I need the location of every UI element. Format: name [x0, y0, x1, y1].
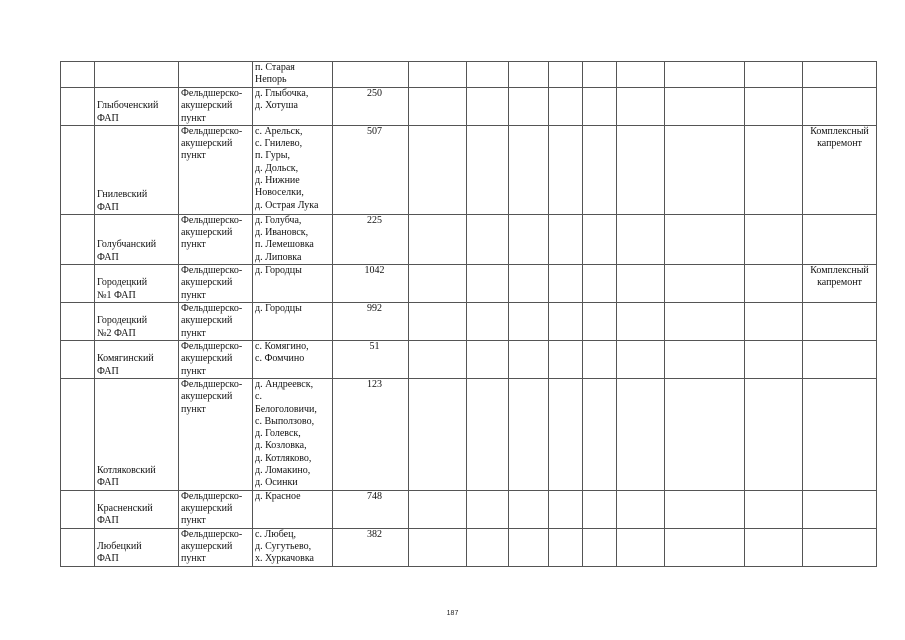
locations-text: п. Старая Непорь	[255, 62, 295, 86]
empty-cell	[617, 490, 665, 528]
empty-cell	[665, 490, 745, 528]
locations-cell	[253, 214, 333, 264]
empty-cell	[409, 378, 467, 490]
empty-cell	[509, 125, 549, 214]
table-row	[61, 88, 877, 126]
facility-type-text: Фельдшерско- акушерский пункт	[181, 378, 243, 415]
empty-cell	[745, 125, 803, 214]
table-row	[61, 265, 877, 303]
row-index-cell	[61, 302, 95, 340]
row-index-cell	[61, 125, 95, 214]
row-index-cell	[61, 340, 95, 378]
facility-name-cell	[95, 125, 179, 214]
empty-cell	[583, 265, 617, 303]
empty-cell	[665, 214, 745, 264]
table-row	[61, 528, 877, 566]
empty-cell	[745, 214, 803, 264]
locations-cell	[253, 125, 333, 214]
locations-cell	[253, 265, 333, 303]
empty-cell	[583, 62, 617, 88]
row-index-cell	[61, 88, 95, 126]
note-cell	[803, 88, 877, 126]
empty-cell	[665, 302, 745, 340]
note-cell	[803, 528, 877, 566]
empty-cell	[509, 88, 549, 126]
note-cell	[803, 125, 877, 214]
empty-cell	[509, 302, 549, 340]
row-index-cell	[61, 62, 95, 88]
locations-cell	[253, 378, 333, 490]
facility-type-cell	[179, 62, 253, 88]
page-number: 187	[446, 610, 459, 617]
population-cell	[333, 62, 409, 88]
empty-cell	[409, 528, 467, 566]
locations-cell	[253, 302, 333, 340]
population-text: 382	[367, 528, 382, 540]
empty-cell	[665, 528, 745, 566]
empty-cell	[467, 340, 509, 378]
population-cell	[333, 125, 409, 214]
population-text: 992	[367, 302, 382, 314]
note-cell	[803, 378, 877, 490]
facility-name-text: Глыбоченский ФАП	[97, 100, 159, 124]
locations-cell	[253, 62, 333, 88]
empty-cell	[409, 88, 467, 126]
empty-cell	[617, 378, 665, 490]
locations-cell	[253, 490, 333, 528]
empty-cell	[409, 265, 467, 303]
empty-cell	[509, 378, 549, 490]
locations-text: с. Арельск, с. Гнилево, п. Гуры, д. Дольск, д. Нижние Новоселки, д. Острая Лука	[255, 125, 319, 211]
empty-cell	[665, 88, 745, 126]
empty-cell	[467, 378, 509, 490]
row-index-cell	[61, 214, 95, 264]
table-row	[61, 378, 877, 490]
empty-cell	[617, 214, 665, 264]
facility-name-text: Городецкий №2 ФАП	[97, 315, 148, 339]
empty-cell	[509, 528, 549, 566]
facility-name-cell	[95, 302, 179, 340]
empty-cell	[617, 340, 665, 378]
locations-text: д. Глыбочка, д. Хотуша	[255, 88, 309, 112]
locations-text: с. Любец, д. Сугутьево, х. Хуркачовка	[255, 528, 314, 565]
note-text: Комплексный капремонт	[810, 265, 869, 289]
facility-name-cell	[95, 214, 179, 264]
locations-text: д. Городцы	[255, 302, 302, 314]
empty-cell	[617, 528, 665, 566]
row-index-cell	[61, 490, 95, 528]
population-cell	[333, 340, 409, 378]
facility-name-cell	[95, 88, 179, 126]
empty-cell	[583, 528, 617, 566]
empty-cell	[549, 490, 583, 528]
empty-cell	[583, 88, 617, 126]
empty-cell	[467, 62, 509, 88]
empty-cell	[409, 340, 467, 378]
table-row	[61, 125, 877, 214]
empty-cell	[549, 265, 583, 303]
empty-cell	[549, 62, 583, 88]
empty-cell	[665, 265, 745, 303]
facility-name-cell	[95, 265, 179, 303]
empty-cell	[745, 265, 803, 303]
empty-cell	[617, 125, 665, 214]
facility-name-text: Котляковский ФАП	[97, 465, 156, 489]
facility-type-cell	[179, 490, 253, 528]
facility-name-text: Голубчанский ФАП	[97, 239, 157, 263]
population-text: 250	[367, 88, 382, 99]
empty-cell	[665, 378, 745, 490]
empty-cell	[617, 265, 665, 303]
facility-name-text: Гнилевский ФАП	[97, 189, 148, 213]
note-cell	[803, 490, 877, 528]
empty-cell	[467, 528, 509, 566]
facility-type-cell	[179, 125, 253, 214]
facility-name-cell	[95, 62, 179, 88]
facility-name-cell	[95, 340, 179, 378]
note-cell	[803, 302, 877, 340]
empty-cell	[467, 265, 509, 303]
population-text: 123	[367, 378, 382, 390]
empty-cell	[745, 302, 803, 340]
table-row	[61, 302, 877, 340]
empty-cell	[583, 302, 617, 340]
empty-cell	[467, 490, 509, 528]
population-cell	[333, 214, 409, 264]
locations-text: д. Красное	[255, 490, 301, 502]
population-cell	[333, 490, 409, 528]
empty-cell	[509, 265, 549, 303]
row-index-cell	[61, 528, 95, 566]
facility-type-text: Фельдшерско- акушерский пункт	[181, 88, 243, 124]
empty-cell	[583, 214, 617, 264]
empty-cell	[509, 62, 549, 88]
population-text: 748	[367, 490, 382, 502]
locations-text: д. Голубча, д. Ивановск, п. Лемешовка д. Липовка	[255, 214, 314, 263]
empty-cell	[509, 340, 549, 378]
empty-cell	[409, 302, 467, 340]
empty-cell	[745, 62, 803, 88]
table-row	[61, 214, 877, 264]
empty-cell	[583, 490, 617, 528]
empty-cell	[665, 125, 745, 214]
empty-cell	[409, 490, 467, 528]
population-cell	[333, 302, 409, 340]
empty-cell	[467, 302, 509, 340]
note-cell	[803, 340, 877, 378]
facility-name-text: Комягинский ФАП	[97, 353, 154, 377]
row-index-cell	[61, 378, 95, 490]
note-cell	[803, 214, 877, 264]
empty-cell	[409, 125, 467, 214]
note-cell	[803, 265, 877, 303]
facility-type-text: Фельдшерско- акушерский пункт	[181, 265, 243, 301]
empty-cell	[467, 214, 509, 264]
locations-cell	[253, 340, 333, 378]
empty-cell	[617, 302, 665, 340]
facility-name-cell	[95, 490, 179, 528]
empty-cell	[745, 340, 803, 378]
empty-cell	[745, 88, 803, 126]
empty-cell	[549, 214, 583, 264]
empty-cell	[549, 125, 583, 214]
population-cell	[333, 265, 409, 303]
population-text: 225	[367, 214, 382, 226]
facility-name-cell	[95, 378, 179, 490]
facility-type-text: Фельдшерско- акушерский пункт	[181, 125, 243, 162]
locations-text: д. Городцы	[255, 265, 302, 277]
empty-cell	[745, 490, 803, 528]
table-row	[61, 490, 877, 528]
row-index-cell	[61, 265, 95, 303]
empty-cell	[467, 125, 509, 214]
facility-name-text: Городецкий №1 ФАП	[97, 277, 148, 301]
empty-cell	[617, 62, 665, 88]
facility-type-cell	[179, 265, 253, 303]
population-text: 507	[367, 125, 382, 137]
empty-cell	[549, 528, 583, 566]
empty-cell	[549, 378, 583, 490]
facility-type-cell	[179, 340, 253, 378]
facility-type-cell	[179, 302, 253, 340]
empty-cell	[549, 88, 583, 126]
population-text: 1042	[364, 265, 385, 277]
population-text: 51	[369, 340, 380, 352]
facility-name-cell	[95, 528, 179, 566]
locations-text: с. Комягино, с. Фомчино	[255, 340, 309, 365]
table-row	[61, 340, 877, 378]
facility-type-cell	[179, 88, 253, 126]
facility-type-text: Фельдшерско- акушерский пункт	[181, 214, 243, 251]
facility-type-text: Фельдшерско- акушерский пункт	[181, 340, 243, 377]
population-cell	[333, 528, 409, 566]
empty-cell	[745, 528, 803, 566]
note-cell	[803, 62, 877, 88]
empty-cell	[583, 125, 617, 214]
empty-cell	[617, 88, 665, 126]
facility-type-cell	[179, 528, 253, 566]
facility-type-cell	[179, 378, 253, 490]
locations-cell	[253, 88, 333, 126]
facility-name-text: Любецкий ФАП	[97, 541, 142, 565]
empty-cell	[509, 490, 549, 528]
locations-cell	[253, 528, 333, 566]
empty-cell	[549, 340, 583, 378]
facility-type-text: Фельдшерско- акушерский пункт	[181, 528, 243, 565]
locations-text: д. Андреевск, с. Белоголовичи, с. Выползово, д. Голевск, д. Козловка, д. Котляково, д. Ломакино, д. Осинки	[255, 378, 317, 489]
note-text: Комплексный капремонт	[810, 125, 869, 150]
empty-cell	[549, 302, 583, 340]
population-cell	[333, 88, 409, 126]
facility-type-cell	[179, 214, 253, 264]
facility-name-text: Красненский ФАП	[97, 503, 153, 527]
empty-cell	[665, 340, 745, 378]
table-body	[61, 62, 877, 567]
facility-type-text: Фельдшерско- акушерский пункт	[181, 490, 243, 527]
empty-cell	[745, 378, 803, 490]
empty-cell	[583, 340, 617, 378]
facility-type-text: Фельдшерско- акушерский пункт	[181, 302, 243, 339]
empty-cell	[665, 62, 745, 88]
empty-cell	[467, 88, 509, 126]
empty-cell	[409, 214, 467, 264]
empty-cell	[583, 378, 617, 490]
empty-cell	[409, 62, 467, 88]
table-row	[61, 62, 877, 88]
facilities-table	[60, 61, 877, 567]
population-cell	[333, 378, 409, 490]
empty-cell	[509, 214, 549, 264]
